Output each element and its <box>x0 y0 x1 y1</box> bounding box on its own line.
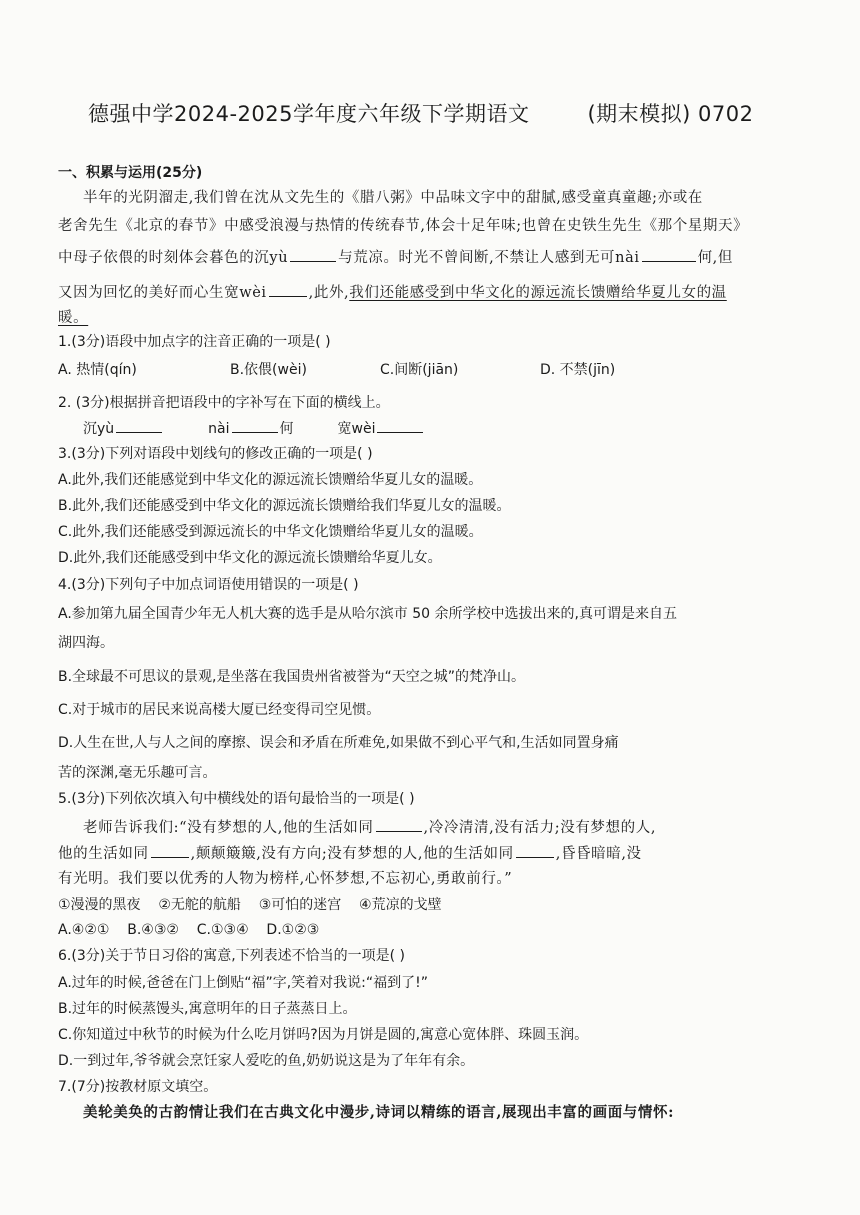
passage-line-2: 老舍先生《北京的春节》中感受浪漫与热情的传统春节,体会十足年味;也曾在史铁生先生《那个星期天》 <box>58 218 749 234</box>
q5-text-line-2: 他的生活如同 ,颠颠簸簸,没有方向;没有梦想的人,他的生活如同 ,昏昏暗暗,没 <box>58 843 820 864</box>
blank-yu <box>290 247 336 262</box>
passage-line-5: 暖。 <box>58 310 89 326</box>
q7-stem: 7.(7分)按教材原文填空。 <box>58 1079 218 1095</box>
passage-line-4: 又因为回忆的美好而心生宽wèi ,此外,我们还能感受到中华文化的源远流长馈赠给华夏儿女的温 <box>58 282 820 303</box>
q6-option-c: C.你知道过中秋节的时候为什么吃月饼吗?因为月饼是圆的,寓意心宽体胖、珠圆玉润。 <box>58 1027 589 1043</box>
passage-line-1: 半年的光阴溜走,我们曾在沈从文先生的《腊八粥》中品味文字中的甜腻,感受童真童趣;亦或在 <box>83 190 703 206</box>
q3-stem: 3.(3分)下列对语段中划线句的修改正确的一项是( ) <box>58 446 373 462</box>
q4-option-d-line1: D.人生在世,人与人之间的摩擦、误会和矛盾在所难免,如果做不到心平气和,生活如同置身痛 <box>58 735 619 751</box>
q4-stem: 4.(3分)下列句子中加点词语使用错误的一项是( ) <box>58 577 359 593</box>
q1-option-c: C.间断(jiān) <box>380 362 459 378</box>
q5-stem: 5.(3分)下列依次填入句中横线处的语句最恰当的一项是( ) <box>58 791 415 807</box>
q4-option-d-line2: 苦的深渊,毫无乐趣可言。 <box>58 765 217 781</box>
q3-option-c: C.此外,我们还能感受到源远流长的中华文化馈赠给华夏儿女的温暖。 <box>58 524 483 540</box>
q2-blank-3 <box>377 418 423 433</box>
q5-blank-2 <box>151 843 189 858</box>
q4-option-a-line2: 湖四海。 <box>58 635 114 651</box>
q5-text-line-3: 有光明。我们要以优秀的人物为榜样,心怀梦想,不忘初心,勇敢前行。” <box>58 871 513 887</box>
title-main: 德强中学2024-2025学年度六年级下学期语文 <box>88 102 530 126</box>
q2-blanks: 沉yù nài 何 宽wèi <box>83 418 820 439</box>
q7-intro: 美轮美奂的古韵情让我们在古典文化中漫步,诗词以精练的语言,展现出丰富的画面与情怀: <box>83 1104 675 1121</box>
blank-wei <box>269 282 307 297</box>
q4-option-b: B.全球最不可思议的景观,是坐落在我国贵州省被誉为“天空之城”的梵净山。 <box>58 669 526 685</box>
underlined-sentence: 我们还能感受到中华文化的源远流长馈赠给华夏儿女的温 <box>349 285 727 301</box>
q1-option-d: D. 不禁(jīn) <box>540 362 616 378</box>
q1-option-b: B.依偎(wèi) <box>230 362 307 378</box>
q6-option-b: B.过年的时候蒸馒头,寓意明年的日子蒸蒸日上。 <box>58 1001 357 1017</box>
q2-blank-1 <box>116 418 162 433</box>
q6-option-a: A.过年的时候,爸爸在门上倒贴“福”字,笑着对我说:“福到了!” <box>58 975 429 991</box>
title-sub: (期末模拟) 0702 <box>587 102 754 126</box>
q5-answers: A.④②① B.④③② C.①③④ D.①②③ <box>58 922 320 938</box>
q3-option-b: B.此外,我们还能感受到中华文化的源远流长馈赠给我们华夏儿女的温暖。 <box>58 498 511 514</box>
page-title <box>88 98 788 128</box>
q5-options: ①漫漫的黑夜 ②无舵的航船 ③可怕的迷宫 ④荒凉的戈壁 <box>58 897 442 913</box>
q1-option-a: A. 热情(qín) <box>58 362 137 378</box>
q5-text-line-1: 老师告诉我们:“没有梦想的人,他的生活如同 ,冷冷清清,没有活力;没有梦想的人, <box>83 817 820 838</box>
q4-option-c: C.对于城市的居民来说高楼大厦已经变得司空见惯。 <box>58 702 381 718</box>
q5-blank-3 <box>516 843 554 858</box>
passage-line-3: 中母子依偎的时刻体会暮色的沉yù 与荒凉。时光不曾间断,不禁让人感到无可nài 何,但 <box>58 247 820 268</box>
q6-stem: 6.(3分)关于节日习俗的寓意,下列表述不恰当的一项是( ) <box>58 948 406 964</box>
q1-options <box>58 360 820 380</box>
section-heading: 一、积累与运用(25分) <box>58 165 203 181</box>
q3-option-d: D.此外,我们还能感受到中华文化的源远流长馈赠给华夏儿女。 <box>58 550 442 566</box>
q1-stem: 1.(3分)语段中加点字的注音正确的一项是( ) <box>58 334 331 350</box>
blank-nai <box>642 247 696 262</box>
q4-option-a-line1: A.参加第九届全国青少年无人机大赛的选手是从哈尔滨市 50 余所学校中选拔出来的,真可谓是来自五 <box>58 606 677 622</box>
q2-stem: 2. (3分)根据拼音把语段中的字补写在下面的横线上。 <box>58 395 390 411</box>
q5-blank-1 <box>376 817 422 832</box>
q2-blank-2 <box>232 418 278 433</box>
q3-option-a: A.此外,我们还能感觉到中华文化的源远流长馈赠给华夏儿女的温暖。 <box>58 472 483 488</box>
q6-option-d: D.一到过年,爷爷就会烹饪家人爱吃的鱼,奶奶说这是为了年年有余。 <box>58 1053 475 1069</box>
